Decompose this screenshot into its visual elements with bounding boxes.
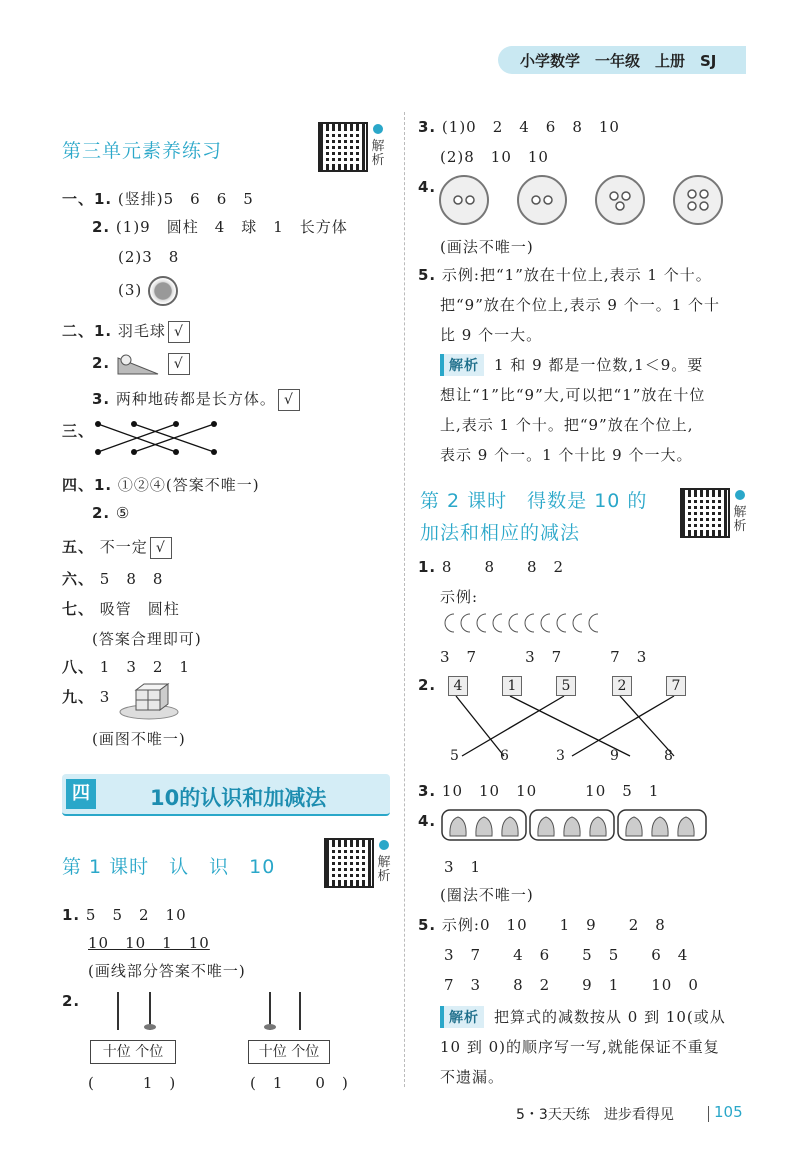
item-prefix: 七、 (62, 600, 95, 618)
check-box: √ (168, 353, 190, 375)
item-text: ⑤ (115, 504, 131, 522)
left-item-17: (画图不唯一) (92, 730, 186, 748)
left-item-14: (答案合理即可) (92, 630, 202, 648)
ramp-icon (116, 352, 160, 376)
left-item-4 (118, 276, 178, 306)
unit-practice-title: 第三单元素养练习 (62, 140, 223, 162)
item-prefix: 五、 (62, 538, 95, 556)
pouch-icon (538, 817, 554, 836)
right-item-5 (418, 264, 712, 285)
item-text: 羽毛球 (117, 322, 166, 340)
lesson1-item-1 (62, 904, 187, 925)
left-item-11 (62, 536, 172, 559)
left-item-16 (62, 686, 110, 707)
analysis-line: 上,表示 1 个十。把“9”放在个位上, (440, 416, 694, 434)
analysis-1 (440, 354, 703, 376)
lesson2-item-10: 3 7 4 6 5 5 6 4 (444, 946, 689, 964)
left-item-7 (92, 388, 300, 411)
card-5: 5 (556, 676, 576, 696)
leaf-9: 9 (610, 748, 619, 764)
item-text: 1 3 2 1 (99, 658, 190, 676)
item-text: (竖排)5 6 6 5 (117, 190, 254, 208)
abacus-answer-left: ( 1 ) (88, 1074, 177, 1092)
item-prefix: 2. (92, 354, 111, 372)
buttons-drawing (438, 172, 738, 228)
lesson2-item-3: 3 7 3 7 7 3 (440, 648, 648, 666)
left-item-12 (62, 568, 163, 589)
item-prefix: 九、 (62, 688, 95, 706)
qr-label: 解析 (371, 139, 385, 168)
moon-icon (573, 614, 582, 632)
left-item-5 (62, 320, 190, 343)
analysis-tag: 解析 (440, 354, 484, 376)
item-prefix: 六、 (62, 570, 95, 588)
moon-icon (541, 614, 550, 632)
page-number: 105 (714, 1103, 743, 1121)
item-prefix: 二、1. (62, 322, 113, 340)
lesson1-item-3: (画线部分答案不唯一) (88, 962, 246, 980)
item-text: 不一定 (99, 538, 148, 556)
item-prefix: 5. (418, 266, 437, 284)
pouch-icon (450, 817, 466, 836)
left-item-1 (62, 188, 254, 209)
left-item-15 (62, 656, 190, 677)
item-prefix: 2. (92, 218, 111, 236)
left-item-6 (92, 352, 190, 376)
analysis-line: 不遗漏。 (440, 1068, 505, 1086)
card-1: 1 (502, 676, 522, 696)
moon-icon (461, 614, 470, 632)
item-prefix: 3. (418, 782, 437, 800)
item-prefix: 1. (418, 558, 437, 576)
lesson1-title: 第 1 课时 认 识 10 (62, 856, 276, 878)
cylinder-top-icon (148, 276, 178, 306)
item-text: (1)0 2 4 6 8 10 (441, 118, 620, 136)
item-prefix: 4. (418, 178, 437, 196)
left-item-10 (92, 504, 130, 522)
lesson2-item-11: 7 3 8 2 9 1 10 0 (444, 976, 699, 994)
analysis-line: 把算式的减数按从 0 到 10(或从 (494, 1008, 726, 1026)
pouch-icon (652, 817, 668, 836)
item-prefix: 三、 (62, 422, 95, 440)
item-text: 5 5 2 10 (85, 906, 187, 924)
analysis-line: 10 到 0)的顺序写一写,就能保证不重复 (440, 1038, 720, 1056)
moon-icon (525, 614, 534, 632)
play-icon (373, 124, 383, 134)
check-box: √ (168, 321, 190, 343)
right-item-2: (2)8 10 10 (440, 148, 549, 166)
qr-code-icon[interactable] (324, 838, 374, 888)
pouch-icon (590, 817, 606, 836)
qr-label: 解析 (733, 505, 747, 534)
item-text: ①②④(答案不唯一) (117, 476, 260, 494)
chapter-number: 四 (66, 779, 96, 809)
play-icon (735, 490, 745, 500)
lesson2-title-line1: 第 2 课时 得数是 10 的 (420, 490, 648, 512)
item-prefix: 2. (92, 504, 111, 522)
item-text: (1)9 圆柱 4 球 1 长方体 (115, 218, 348, 236)
item-prefix: 3. (418, 118, 437, 136)
pouch-icon (476, 817, 492, 836)
item-prefix: 2. (62, 992, 81, 1010)
lesson1-item-4 (62, 992, 80, 1010)
qr-code-icon[interactable] (318, 122, 368, 172)
right-item-7: 比 9 个一大。 (440, 326, 543, 344)
lesson2-item-5 (418, 780, 659, 801)
leaf-3: 3 (556, 748, 565, 764)
lesson2-title-line2: 加法和相应的减法 (420, 522, 581, 544)
lesson2-item-6 (418, 812, 436, 830)
left-item-9 (62, 474, 260, 495)
footer-separator (708, 1106, 709, 1122)
item-text: 5 8 8 (99, 570, 164, 588)
card-7: 7 (666, 676, 686, 696)
item-prefix: 四、1. (62, 476, 113, 494)
lesson2-item-2: 示例: (440, 588, 479, 606)
moon-icon (589, 614, 598, 632)
left-item-2 (92, 216, 348, 237)
book-title: 小学数学 一年级 上册 SJ (520, 52, 717, 70)
analysis-tag: 解析 (440, 1006, 484, 1028)
item-text: 吸管 圆柱 (99, 600, 180, 618)
item-text: 示例:把“1”放在十位上,表示 1 个十。 (441, 266, 712, 284)
item-text: 3 (99, 688, 111, 706)
lesson2-item-1 (418, 556, 564, 577)
leaf-5: 5 (450, 748, 459, 764)
item-prefix: 4. (418, 812, 437, 830)
right-item-3 (418, 178, 436, 196)
moon-icon (445, 614, 454, 632)
moon-icon (557, 614, 566, 632)
analysis-2 (440, 1006, 726, 1028)
abacus-label: 十位 个位 (90, 1040, 176, 1064)
lesson2-item-7: 3 1 (444, 858, 482, 876)
item-prefix: 5. (418, 916, 437, 934)
check-box: √ (278, 389, 300, 411)
card-4: 4 (448, 676, 468, 696)
moon-icon (509, 614, 518, 632)
pouch-icon (502, 817, 518, 836)
leaf-8: 8 (664, 748, 673, 764)
analysis-line: 表示 9 个一。1 个十比 9 个一大。 (440, 446, 693, 464)
check-box: √ (150, 537, 172, 559)
item-text: 两种地砖都是长方体。 (115, 390, 276, 408)
lesson2-item-8: (圈法不唯一) (440, 886, 534, 904)
right-item-6: 把“9”放在个位上,表示 9 个一。1 个十 (440, 296, 721, 314)
column-divider (404, 112, 405, 1087)
item-text: 8 8 8 2 (441, 558, 565, 576)
card-2: 2 (612, 676, 632, 696)
item-prefix: 一、1. (62, 190, 113, 208)
moon-icon (477, 614, 486, 632)
item-prefix: 1. (62, 906, 81, 924)
play-icon (379, 840, 389, 850)
leaf-6: 6 (500, 748, 509, 764)
footer-brand: 5・3天天练 进步看得见 (516, 1107, 674, 1123)
analysis-line: 1 和 9 都是一位数,1＜9。要 (494, 356, 704, 374)
pouches-grouping (440, 808, 710, 842)
pouch-icon (626, 817, 642, 836)
item-prefix: 八、 (62, 658, 95, 676)
qr-label: 解析 (377, 855, 391, 884)
left-item-3: (2)3 8 (118, 248, 180, 266)
abacus-answer-right: ( 1 0 ) (250, 1074, 349, 1092)
lesson1-item-2: 10 10 1 10 (88, 934, 210, 952)
moons-drawing (440, 612, 620, 634)
lesson2-item-9 (418, 914, 666, 935)
abacus-label: 十位 个位 (248, 1040, 330, 1064)
right-item-1 (418, 116, 620, 137)
moon-icon (493, 614, 502, 632)
pouch-icon (564, 817, 580, 836)
left-item-13 (62, 598, 180, 619)
item-text: 10 10 10 10 5 1 (441, 782, 660, 800)
matching-lines (90, 418, 220, 458)
analysis-line: 想让“1”比“9”大,可以把“1”放在十位 (440, 386, 706, 404)
right-item-4: (画法不唯一) (440, 238, 534, 256)
qr-code-icon[interactable] (680, 488, 730, 538)
cube-stack-image (118, 680, 180, 720)
item-text: 示例:0 10 1 9 2 8 (441, 916, 666, 934)
item-prefix: 3. (92, 390, 111, 408)
lesson2-item-4 (418, 676, 436, 694)
chapter-title: 10的认识和加减法 (150, 786, 327, 810)
item-prefix: 2. (418, 676, 437, 694)
pouch-icon (678, 817, 694, 836)
item-text: (3) (118, 281, 143, 299)
